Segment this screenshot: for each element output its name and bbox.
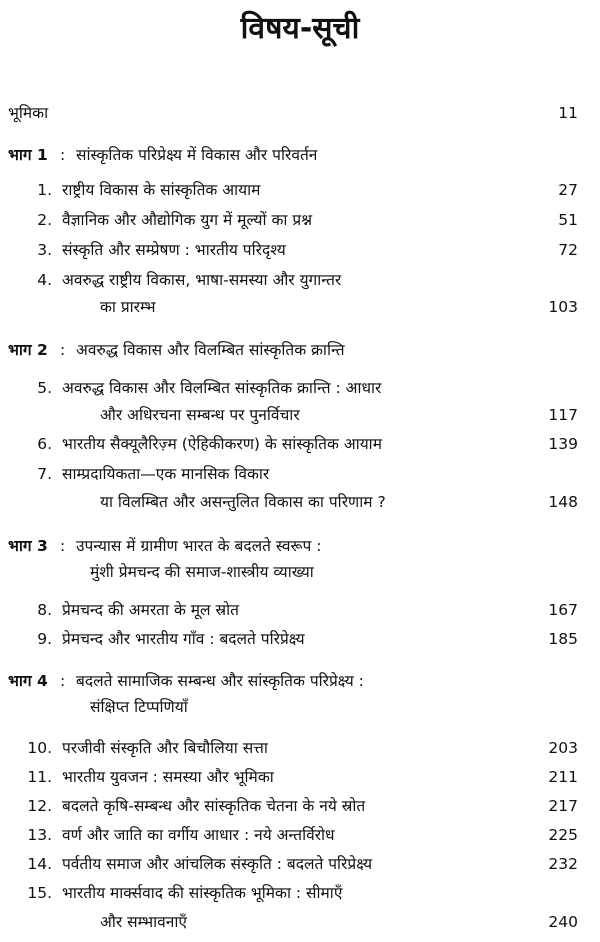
chapter-number: 4. [37, 271, 52, 289]
chapter-number: 7. [37, 465, 52, 483]
part-title-continued: संक्षिप्त टिप्पणियाँ [90, 698, 188, 716]
part-colon: : [60, 146, 66, 164]
chapter-page: 217 [548, 797, 578, 815]
part-colon: : [60, 672, 66, 690]
chapter-title-continued: और सम्भावनाएँ [100, 913, 187, 931]
chapter-title: संस्कृति और सम्प्रेषण : भारतीय परिदृश्य [62, 241, 286, 259]
toc-intro-page: 11 [558, 104, 578, 122]
chapter-page: 139 [548, 435, 578, 453]
chapter-number: 2. [37, 211, 52, 229]
chapter-title: प्रेमचन्द की अमरता के मूल स्रोत [62, 601, 239, 619]
chapter-title-continued: और अधिरचना सम्बन्ध पर पुनर्विचार [100, 406, 300, 424]
part-title: सांस्कृतिक परिप्रेक्ष्य में विकास और परिवर्तन [76, 146, 318, 164]
chapter-title: भारतीय मार्क्सवाद की सांस्कृतिक भूमिका : सीमाएँ [62, 884, 343, 902]
part-label: भाग 1 [8, 146, 48, 164]
chapter-page: 167 [548, 601, 578, 619]
chapter-title: साम्प्रदायिकता—एक मानसिक विकार [62, 465, 270, 483]
chapter-number: 13. [27, 826, 52, 844]
chapter-page: 203 [548, 739, 578, 757]
chapter-page: 232 [548, 855, 578, 873]
part-colon: : [60, 537, 66, 555]
chapter-title: वर्ण और जाति का वर्गीय आधार : नये अन्तर्विरोध [62, 826, 335, 844]
part-label: भाग 4 [8, 672, 48, 690]
chapter-title: वैज्ञानिक और औद्योगिक युग में मूल्यों का प्रश्न [62, 211, 313, 229]
chapter-title-continued: का प्रारम्भ [100, 298, 156, 316]
part-title: बदलते सामाजिक सम्बन्ध और सांस्कृतिक परिप्रेक्ष्य : [76, 672, 364, 690]
chapter-title: अवरुद्ध विकास और विलम्बित सांस्कृतिक क्रान्ति : आधार [62, 379, 382, 397]
chapter-page: 211 [548, 768, 578, 786]
part-title: अवरुद्ध विकास और विलम्बित सांस्कृतिक क्रान्ति [76, 341, 345, 359]
chapter-title: पर्वतीय समाज और आंचलिक संस्कृति : बदलते परिप्रेक्ष्य [62, 855, 373, 873]
chapter-number: 11. [27, 768, 52, 786]
chapter-number: 1. [37, 181, 52, 199]
chapter-page: 51 [558, 211, 578, 229]
chapter-number: 8. [37, 601, 52, 619]
chapter-title: प्रेमचन्द और भारतीय गाँव : बदलते परिप्रेक्ष्य [62, 630, 305, 648]
part-title: उपन्यास में ग्रामीण भारत के बदलते स्वरूप : [76, 537, 322, 555]
chapter-page: 103 [548, 298, 578, 316]
chapter-page: 27 [558, 181, 578, 199]
chapter-title: भारतीय सैक्यूलैरिज़्म (ऐहिकीकरण) के सांस्कृतिक आयाम [62, 435, 382, 453]
chapter-number: 3. [37, 241, 52, 259]
chapter-page: 148 [548, 493, 578, 511]
chapter-number: 10. [27, 739, 52, 757]
toc-intro-label: भूमिका [8, 104, 49, 122]
chapter-number: 5. [37, 379, 52, 397]
chapter-number: 9. [37, 630, 52, 648]
chapter-title: परजीवी संस्कृति और बिचौलिया सत्ता [62, 739, 268, 757]
chapter-number: 15. [27, 884, 52, 902]
chapter-title: राष्ट्रीय विकास के सांस्कृतिक आयाम [62, 181, 261, 199]
chapter-title-continued: या विलम्बित और असन्तुलित विकास का परिणाम ? [100, 493, 386, 511]
part-title-continued: मुंशी प्रेमचन्द की समाज-शास्त्रीय व्याख्या [90, 563, 314, 581]
part-label: भाग 2 [8, 341, 48, 359]
chapter-page: 117 [548, 406, 578, 424]
chapter-title: बदलते कृषि-सम्बन्ध और सांस्कृतिक चेतना के नये स्रोत [62, 797, 366, 815]
chapter-number: 6. [37, 435, 52, 453]
chapter-title: अवरुद्ध राष्ट्रीय विकास, भाषा-समस्या और युगान्तर [62, 271, 342, 289]
page-title: विषय-सूची [240, 11, 360, 46]
chapter-number: 12. [27, 797, 52, 815]
chapter-page: 225 [548, 826, 578, 844]
part-label: भाग 3 [8, 537, 48, 555]
chapter-number: 14. [27, 855, 52, 873]
chapter-title: भारतीय युवजन : समस्या और भूमिका [62, 768, 274, 786]
chapter-page: 72 [558, 241, 578, 259]
chapter-page: 240 [548, 913, 578, 931]
part-colon: : [60, 341, 66, 359]
chapter-page: 185 [548, 630, 578, 648]
